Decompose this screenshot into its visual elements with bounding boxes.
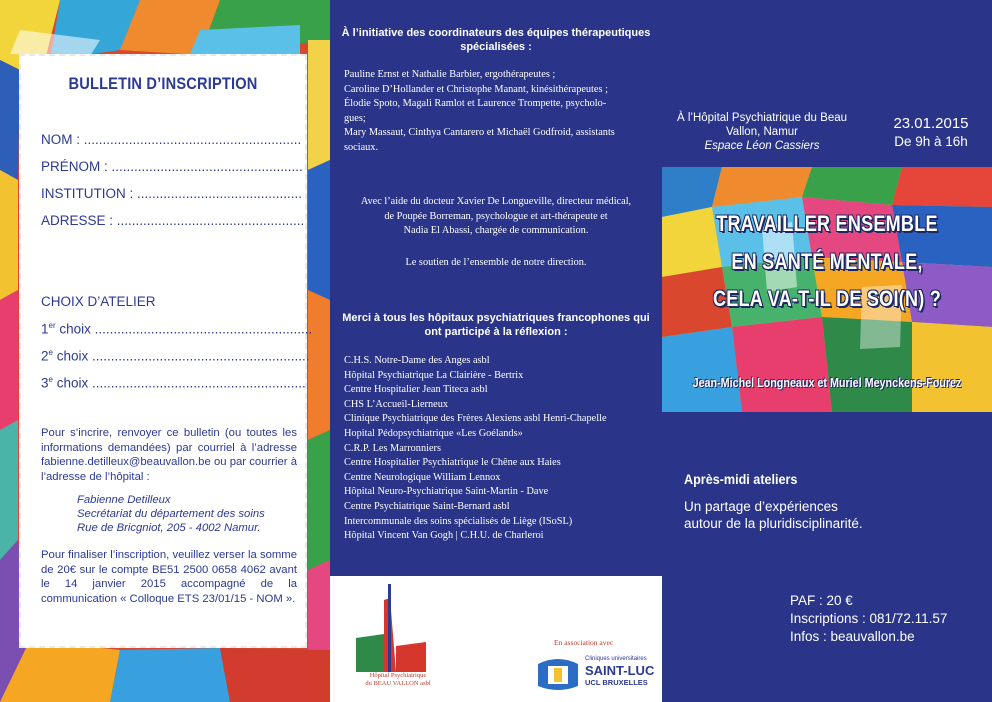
choix-1-number: 1 bbox=[41, 321, 49, 337]
thanks-heading: Merci à tous les hôpitaux psychiatriques francophones qui ont participé à la réflexion : bbox=[342, 312, 650, 338]
payment-note: Pour finaliser l’inscription, veuillez verser la somme de 20€ sur le compte BE51 2500 0658 4062 avant le 14 janvier 2015 accompagné de la communication « Colloque ETS 23/01/15 - NOM ». bbox=[41, 549, 297, 605]
event-panel bbox=[662, 0, 992, 702]
choix-2-number: 2 bbox=[41, 348, 49, 364]
support-line: Le soutien de l’ensemble de notre direction. bbox=[405, 257, 587, 268]
title-line1: TRAVAILLER ENSEMBLE bbox=[716, 211, 938, 236]
hospital-item: Clinique Psychiatrique des Frères Alexiens asbl Henri-Chapelle bbox=[344, 413, 607, 425]
choix-1-field[interactable] bbox=[41, 321, 312, 337]
registration-form bbox=[19, 54, 313, 648]
institution-field[interactable]: INSTITUTION : ............................................ bbox=[41, 186, 303, 201]
workshops-line2: autour de la pluridisciplinarité. bbox=[684, 516, 863, 531]
contact-role: Secrétariat du département des soins bbox=[77, 508, 265, 520]
hospital-item: Centre Hospitalier Psychiatrique le Chêne aux Haies bbox=[344, 457, 561, 469]
choix-3-suffix: e bbox=[48, 375, 53, 384]
workshops-line1: Un partage d’expériences bbox=[684, 499, 838, 514]
credits-panel bbox=[330, 0, 662, 702]
saint-luc-subtitle: Cliniques universitaires bbox=[585, 656, 647, 662]
hospital-item: CHS L’Accueil-Lierneux bbox=[344, 398, 448, 410]
prenom-field[interactable]: PRÉNOM : ................................................... bbox=[41, 159, 303, 174]
nom-field[interactable]: NOM : .......................................................... bbox=[41, 132, 302, 147]
choix-atelier-heading: CHOIX D’ATELIER bbox=[41, 294, 156, 309]
contact-address: Rue de Bricgniot, 205 - 4002 Namur. bbox=[77, 522, 261, 534]
help-line: Avec l’aide du docteur Xavier De Longueville, directeur médical, bbox=[360, 196, 632, 207]
help-block bbox=[340, 195, 652, 239]
choix-1-suffix: er bbox=[48, 321, 56, 330]
inscription-note: Pour s’incrire, renvoyer ce bulletin (ou toutes les informations demandées) par courriel à l’adresse fabienne.detilleux@beauvallon.be ou par courrier à l’adresse de l’hôpital : bbox=[41, 427, 297, 483]
coordinator-line: Élodie Spoto, Magali Ramlot et Laurence Trompette, psycholo- bbox=[344, 98, 607, 110]
choix-3-label: choix ......................................................... bbox=[52, 375, 306, 391]
choix-2-label: choix .......................................................... bbox=[52, 348, 310, 364]
hospital-item: Centre Neurologique William Lennox bbox=[344, 471, 501, 483]
hospital-item: C.R.P. Les Marronniers bbox=[344, 442, 441, 454]
saint-luc-city: UCL BRUXELLES bbox=[585, 678, 648, 687]
workshops-title: Après-midi ateliers bbox=[684, 471, 798, 487]
help-line: de Poupée Borreman, psychologue et art-thérapeute et bbox=[384, 210, 608, 222]
logos-strip bbox=[330, 576, 662, 702]
saint-luc-name: SAINT-LUC bbox=[585, 663, 655, 678]
hospital-item: Hôpital Neuro-Psychiatrique Saint-Martin - Dave bbox=[344, 486, 549, 498]
event-time: De 9h à 16h bbox=[894, 134, 968, 149]
coordinator-line: Pauline Ernst et Nathalie Barbier, ergothérapeutes ; bbox=[344, 69, 556, 80]
coordinators-list bbox=[344, 68, 654, 156]
choix-2-field[interactable] bbox=[41, 348, 310, 364]
hospital-item: Hôpital Vincent Van Gogh | C.H.U. de Charleroi bbox=[344, 530, 544, 542]
choix-3-field[interactable] bbox=[41, 375, 306, 391]
logo-left-line2: du BEAU VALLON asbl bbox=[365, 680, 431, 687]
logo-left-line1: Hôpital Psychiatrique bbox=[369, 672, 427, 679]
venue-line2: Vallon, Namur bbox=[725, 126, 798, 138]
venue-block bbox=[664, 111, 860, 153]
paf: PAF : 20 € bbox=[790, 593, 853, 608]
coordinator-line: Caroline D’Hollander et Christophe Manant, kinésithérapeutes ; bbox=[344, 83, 608, 95]
association-label: En association avec bbox=[554, 638, 614, 647]
venue-line1: À l’Hôpital Psychiatrique du Beau bbox=[676, 112, 848, 124]
saint-luc-emblem bbox=[534, 656, 582, 692]
registration-panel bbox=[0, 0, 330, 702]
hospitals-list bbox=[344, 354, 656, 544]
choix-2-suffix: e bbox=[48, 348, 53, 357]
hospital-item: Hôpital Psychiatrique La Clairière - Bertrix bbox=[344, 369, 524, 381]
beau-vallon-logo-text bbox=[338, 672, 458, 688]
title-line3: CELA VA-T-IL DE SOI(N) ? bbox=[712, 286, 942, 311]
initiative-heading: À l’initiative des coordinateurs des équipes thérapeutiques spécialisées : bbox=[341, 27, 651, 53]
title-artwork bbox=[662, 167, 992, 412]
help-line: Nadia El Abassi, chargée de communication. bbox=[403, 225, 589, 237]
infos-website[interactable]: Infos : beauvallon.be bbox=[790, 629, 915, 644]
hospital-item: Intercommunale des soins spécialisés de Liège (ISoSL) bbox=[344, 515, 573, 527]
venue-line3: Espace Léon Cassiers bbox=[704, 140, 820, 152]
speakers: Jean-Michel Longneaux et Muriel Meynckens-Fourez bbox=[692, 376, 962, 390]
hospital-item: Hopital Pédopsychiatrique «Les Goélands» bbox=[344, 427, 523, 439]
hospital-item: Centre Psychiatrique Saint-Bernard asbl bbox=[344, 500, 510, 512]
coordinator-line: Mary Massaut, Cinthya Cantarero et Michaël Godfroid, assistants bbox=[344, 127, 615, 139]
coordinator-line: gues; bbox=[344, 112, 366, 124]
choix-1-label: choix .......................................................... bbox=[55, 321, 313, 337]
inscriptions-phone: Inscriptions : 081/72.11.57 bbox=[790, 611, 948, 626]
form-title: BULLETIN D’INSCRIPTION bbox=[68, 74, 258, 93]
contact-name: Fabienne Detilleux bbox=[77, 494, 171, 506]
title-line2: EN SANTÉ MENTALE, bbox=[731, 249, 923, 274]
event-date: 23.01.2015 bbox=[893, 115, 969, 132]
choix-3-number: 3 bbox=[41, 375, 49, 391]
hospital-item: Centre Hospitalier Jean Titeca asbl bbox=[344, 384, 488, 396]
coordinator-line: sociaux. bbox=[344, 141, 379, 153]
hospital-item: C.H.S. Notre-Dame des Anges asbl bbox=[344, 355, 490, 366]
adresse-field[interactable]: ADRESSE : .................................................. bbox=[41, 213, 305, 228]
practical-info bbox=[790, 592, 947, 646]
